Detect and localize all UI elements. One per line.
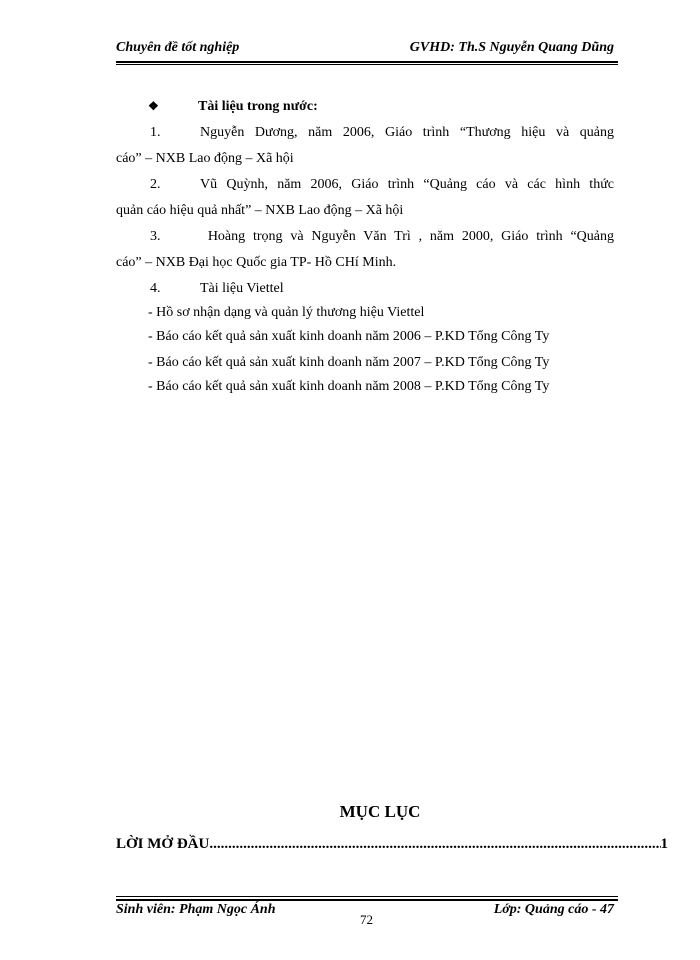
footer-class: Lớp: Quảng cáo - 47 [493,902,614,917]
viettel-doc-item: - Báo cáo kết quả sản xuất kinh doanh năm 2006 – P.KD Tổng Công Ty [148,329,550,344]
reference-3-line1 [150,224,614,250]
header-advisor: GVHD: Th.S Nguyễn Quang Dũng [409,40,614,55]
reference-2-line1 [150,172,614,198]
toc-entry[interactable] [116,836,668,858]
header-thesis-label: Chuyên đề tốt nghiệp [116,40,240,55]
page-header [116,40,614,60]
section-heading [148,93,318,120]
viettel-doc-item: - Hồ sơ nhận dạng và quản lý thương hiệu Viettel [148,305,425,320]
footer-student: Sinh viên: Phạm Ngọc Ánh [116,902,276,917]
reference-number: 4. [150,281,161,296]
header-rule [116,61,618,63]
reference-4-line1 [150,276,284,302]
reference-text: Vũ Quỳnh, năm 2006, Giáo trình “Quảng cáo và các hình thức [200,177,614,192]
reference-text: Tài liệu Viettel [200,281,284,296]
footer-rule-thin [116,896,618,897]
reference-number: 2. [150,177,161,192]
toc-entry-page: 1 [660,836,668,852]
reference-3-line2: cáo” – NXB Đại học Quốc gia TP- Hồ CHí Minh. [116,255,397,270]
reference-text: Hoàng trọng và Nguyễn Văn Trì , năm 2000, Giáo trình “Quảng [200,229,614,244]
reference-1-line1 [150,120,614,146]
viettel-doc-item: - Báo cáo kết quả sản xuất kinh doanh năm 2008 – P.KD Tổng Công Ty [148,379,550,394]
reference-1-line2: cáo” – NXB Lao động – Xã hội [116,151,294,166]
toc-entry-label: LỜI MỞ ĐẦU [116,836,210,852]
reference-number: 3. [150,229,161,244]
header-rule-thin [116,64,618,65]
viettel-doc-item: - Báo cáo kết quả sản xuất kinh doanh năm 2007 – P.KD Tổng Công Ty [148,355,550,370]
reference-number: 1. [150,125,161,140]
footer-rule [116,899,618,901]
diamond-bullet-icon: ❖ [148,99,159,113]
reference-2-line2: quản cáo hiệu quả nhất” – NXB Lao động – Xã hội [116,203,404,218]
toc-leader-dots [209,836,660,853]
reference-text: Nguyễn Dương, năm 2006, Giáo trình “Thương hiệu và quảng [200,125,614,140]
page-number: 72 [360,912,373,927]
section-heading-text: Tài liệu trong nước: [198,99,318,114]
toc-title: MỤC LỤC [339,802,421,821]
